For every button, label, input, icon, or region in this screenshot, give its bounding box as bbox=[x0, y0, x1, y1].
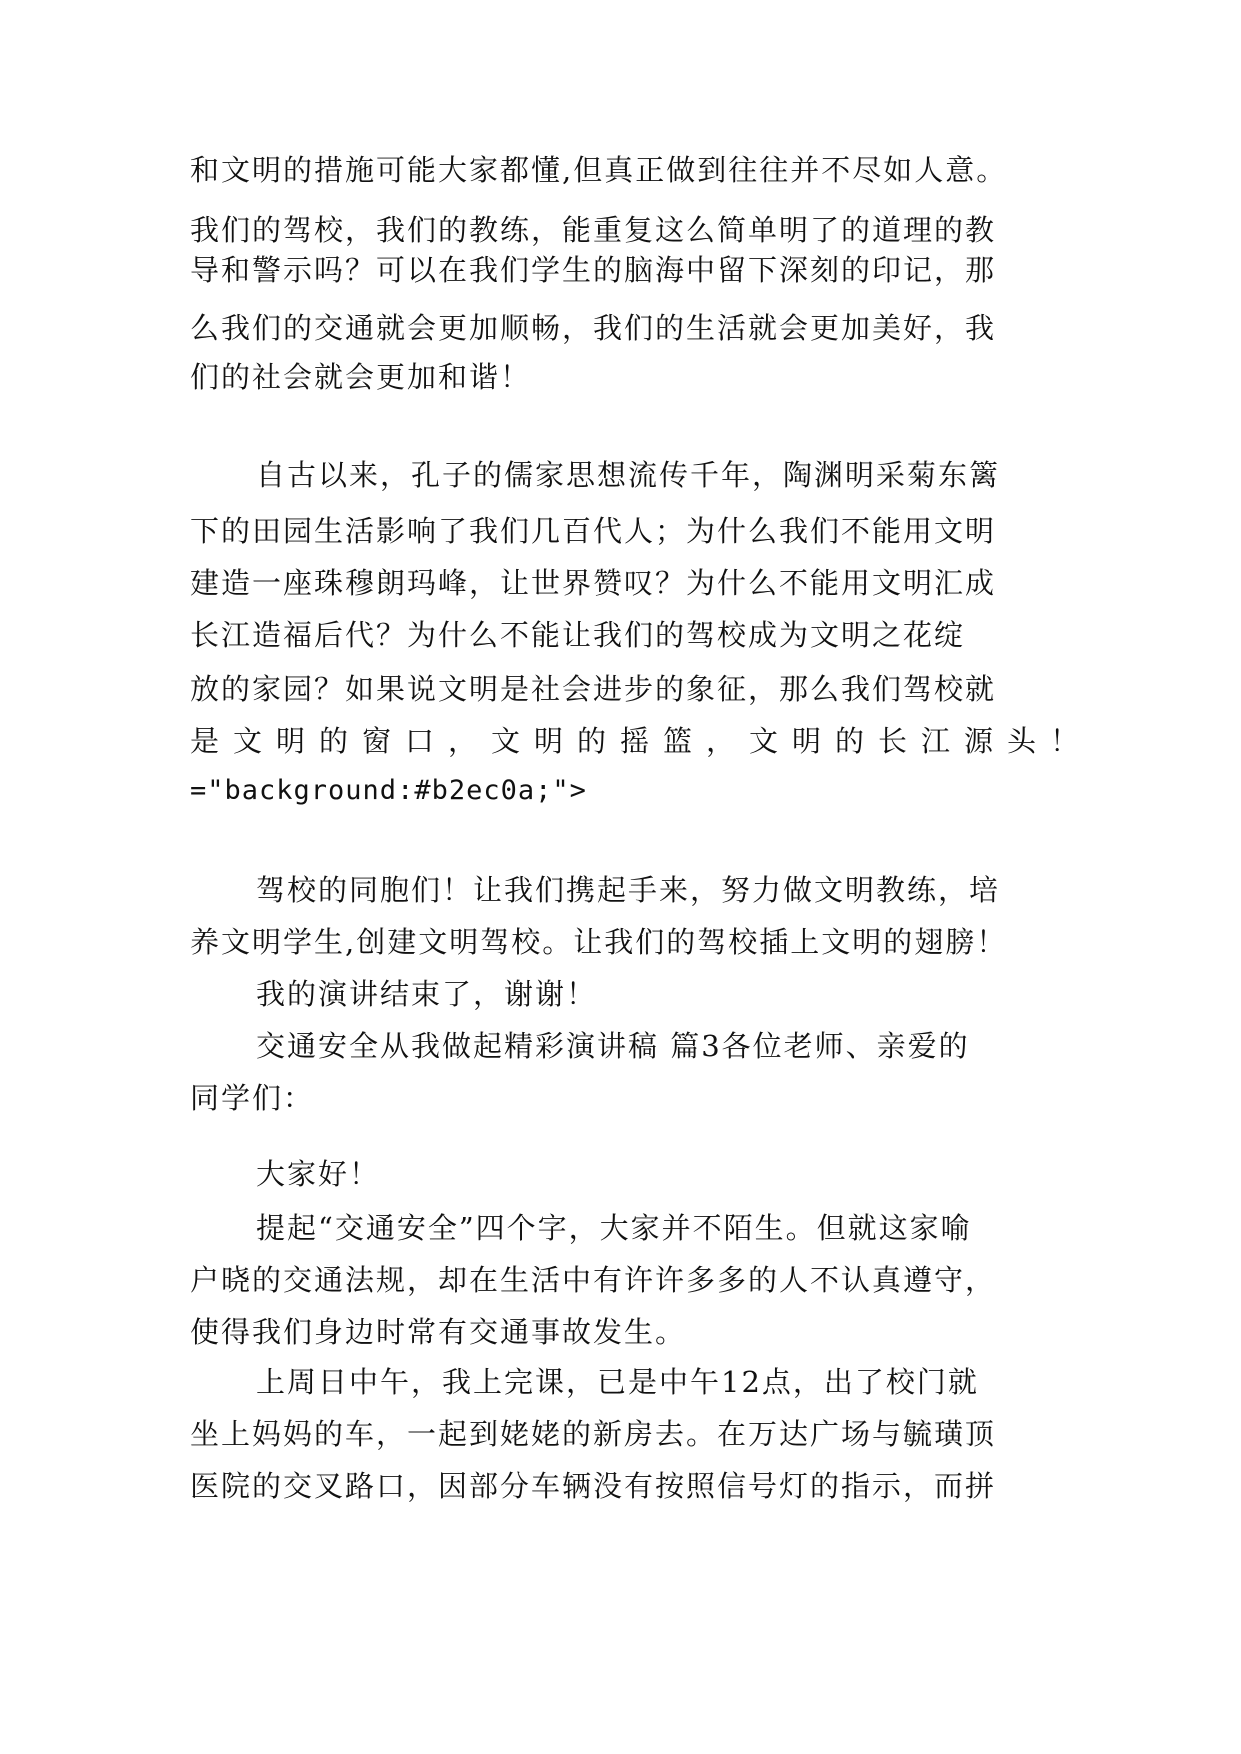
text-line: 养文明学生,创建文明驾校。让我们的驾校插上文明的翅膀！ bbox=[190, 925, 1008, 959]
text-line: 是文明的窗口，文明的摇篮，文明的长江源头！ bbox=[190, 724, 1094, 758]
stray-code-fragment: ="background:#b2ec0a;"> bbox=[190, 775, 587, 806]
text-line: 医院的交叉路口，因部分车辆没有按照信号灯的指示，而拼 bbox=[190, 1469, 997, 1503]
text-line: 我们的驾校，我们的教练，能重复这么简单明了的道理的教 bbox=[190, 213, 997, 247]
text-line: 导和警示吗？可以在我们学生的脑海中留下深刻的印记，那 bbox=[190, 253, 997, 287]
text-line: 下的田园生活影响了我们几百代人；为什么我们不能用文明 bbox=[190, 514, 997, 548]
text-line: 长江造福后代？为什么不能让我们的驾校成为文明之花绽 bbox=[190, 618, 966, 652]
paragraph-start-line: 我的演讲结束了，谢谢！ bbox=[256, 977, 598, 1011]
text-line: 放的家园？如果说文明是社会进步的象征，那么我们驾校就 bbox=[190, 672, 997, 706]
paragraph-start-line: 上周日中午，我上完课，已是中午12点，出了校门就 bbox=[256, 1365, 979, 1399]
paragraph-start-line: 驾校的同胞们！让我们携起手来，努力做文明教练，培 bbox=[256, 873, 1001, 907]
text-line: 坐上妈妈的车，一起到姥姥的新房去。在万达广场与毓璜顶 bbox=[190, 1417, 997, 1451]
paragraph-start-line: 自古以来，孔子的儒家思想流传千年，陶渊明采菊东篱 bbox=[256, 458, 1001, 492]
text-line: 户晓的交通法规，却在生活中有许许多多的人不认真遵守， bbox=[190, 1263, 997, 1297]
text-line: 使得我们身边时常有交通事故发生。 bbox=[190, 1315, 687, 1349]
text-line: 和文明的措施可能大家都懂,但真正做到往往并不尽如人意。 bbox=[190, 153, 1008, 187]
text-line: 们的社会就会更加和谐！ bbox=[190, 360, 532, 394]
greeting-line: 大家好！ bbox=[256, 1157, 381, 1191]
section-heading-line: 交通安全从我做起精彩演讲稿 篇3各位老师、亲爱的 bbox=[256, 1029, 970, 1063]
text-line: 同学们： bbox=[190, 1081, 315, 1115]
paragraph-start-line: 提起“交通安全”四个字，大家并不陌生。但就这家喻 bbox=[256, 1211, 972, 1245]
text-line: 么我们的交通就会更加顺畅，我们的生活就会更加美好，我 bbox=[190, 311, 997, 345]
text-line: 建造一座珠穆朗玛峰，让世界赞叹？为什么不能用文明汇成 bbox=[190, 566, 997, 600]
